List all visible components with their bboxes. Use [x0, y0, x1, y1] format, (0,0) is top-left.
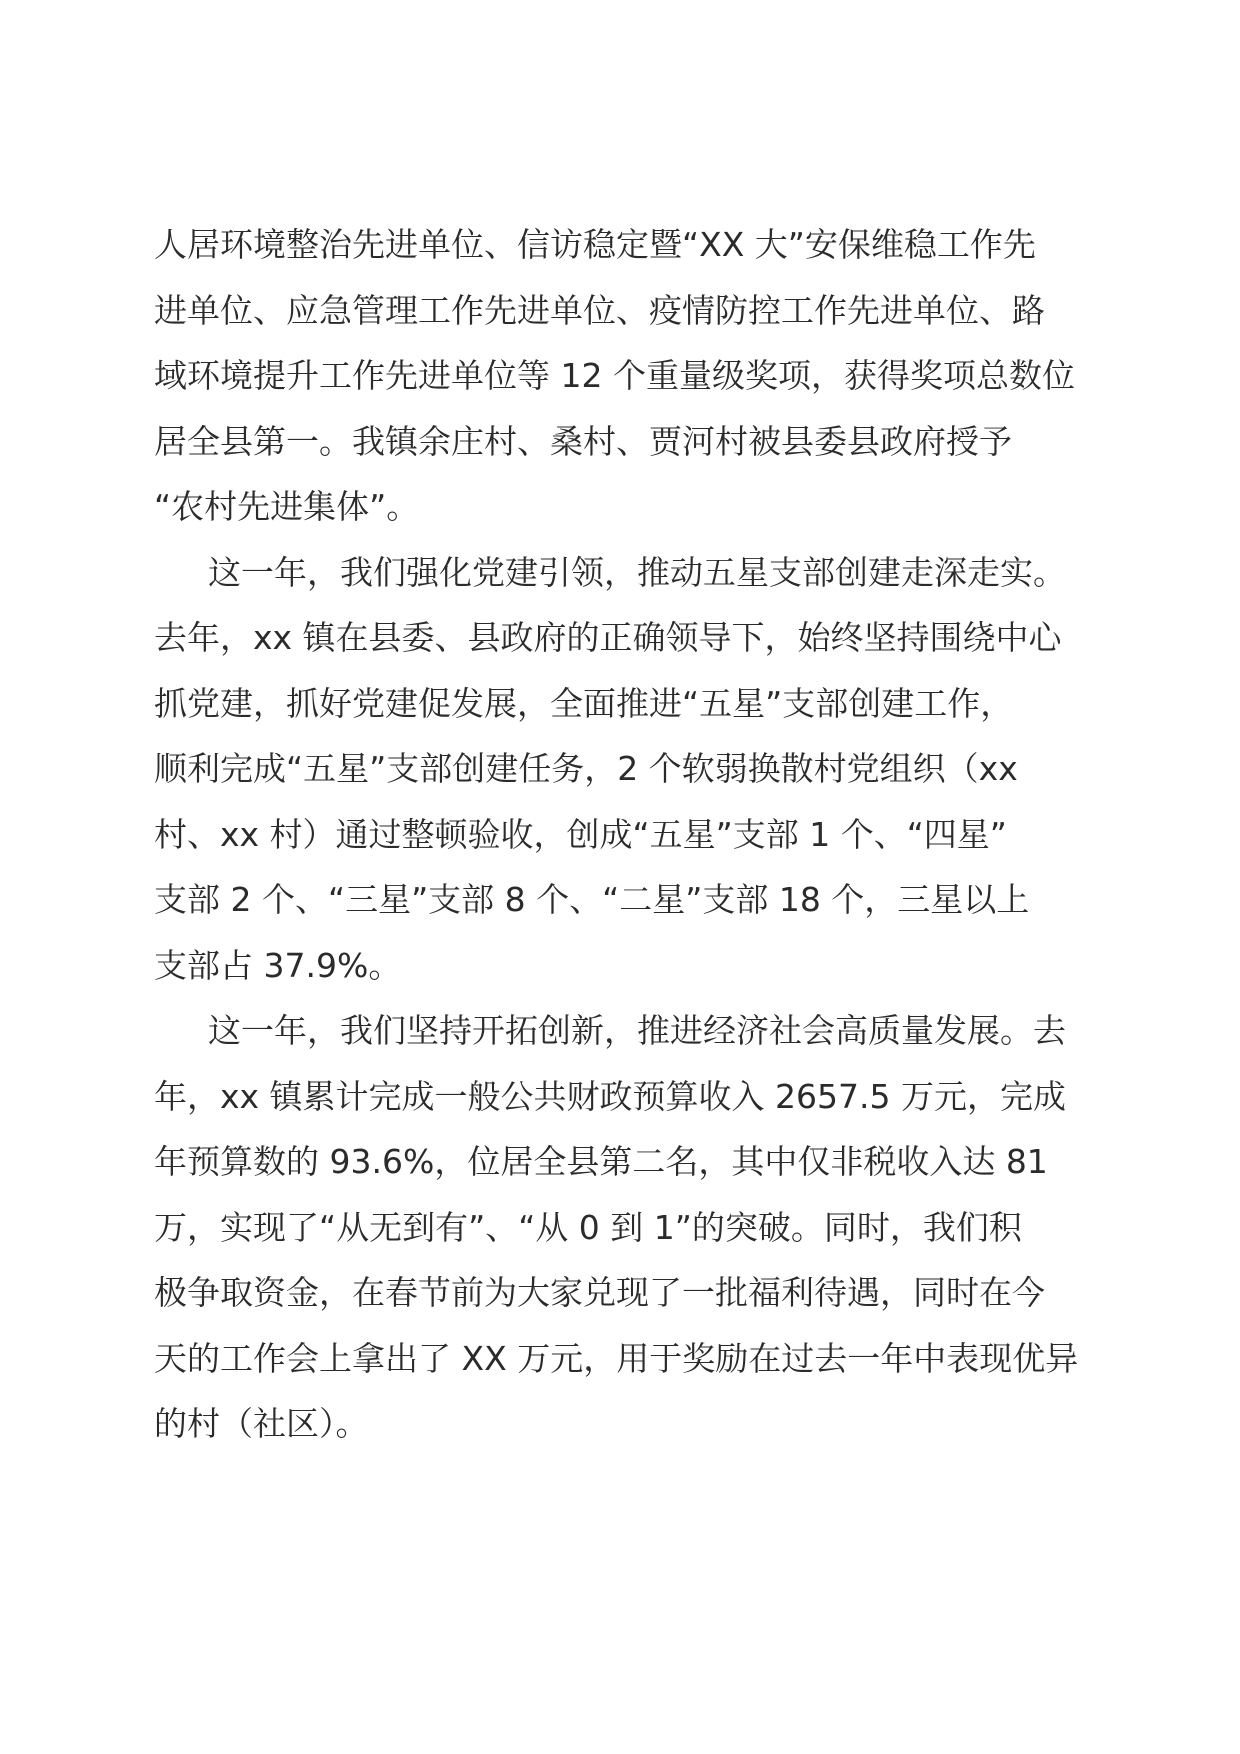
- text-line: 去年，xx 镇在县委、县政府的正确领导下，始终坚持围绕中心: [154, 618, 1062, 657]
- text-line: 万，实现了“从无到有”、“从 0 到 1”的突破。同时，我们积: [154, 1207, 1022, 1247]
- text-line: 支部占 37.9%。: [154, 945, 402, 985]
- text-line: 极争取资金，在春节前为大家兑现了一批福利待遇，同时在今: [154, 1273, 1045, 1312]
- text-line: 天的工作会上拿出了 XX 万元，用于奖励在过去一年中表现优异: [154, 1338, 1079, 1378]
- text-line: 村、xx 村）通过整顿验收，创成“五星”支部 1 个、“四星”: [154, 814, 1007, 854]
- text-line: 支部 2 个、“三星”支部 8 个、“二星”支部 18 个，三星以上: [154, 880, 1030, 919]
- text-line: 顺利完成“五星”支部创建任务，2 个软弱换散村党组织（xx: [154, 749, 1018, 788]
- text-line: 抓党建，抓好党建促发展，全面推进“五星”支部创建工作，: [154, 683, 1014, 723]
- paragraph-first-line: 这一年，我们坚持开拓创新，推进经济社会高质量发展。去: [208, 1011, 1066, 1050]
- text-line: 年，xx 镇累计完成一般公共财政预算收入 2657.5 万元，完成: [154, 1076, 1066, 1116]
- text-line: 的村（社区）。: [154, 1404, 369, 1443]
- text-line: 域环境提升工作先进单位等 12 个重量级奖项，获得奖项总数位: [154, 356, 1075, 395]
- body-text: [154, 212, 1094, 1457]
- text-line: 人居环境整治先进单位、信访稳定暨“XX 大”安保维稳工作先: [154, 225, 1036, 264]
- text-line: 进单位、应急管理工作先进单位、疫情防控工作先进单位、路: [154, 290, 1045, 330]
- text-line: “农村先进集体”。: [154, 487, 420, 526]
- paragraph-first-line: 这一年，我们强化党建引领，推动五星支部创建走深走实。: [208, 552, 1066, 592]
- text-line: 年预算数的 93.6%，位居全县第二名，其中仅非税收入达 81: [154, 1142, 1048, 1181]
- text-line: 居全县第一。我镇余庄村、桑村、贾河村被县委县政府授予: [154, 421, 1012, 461]
